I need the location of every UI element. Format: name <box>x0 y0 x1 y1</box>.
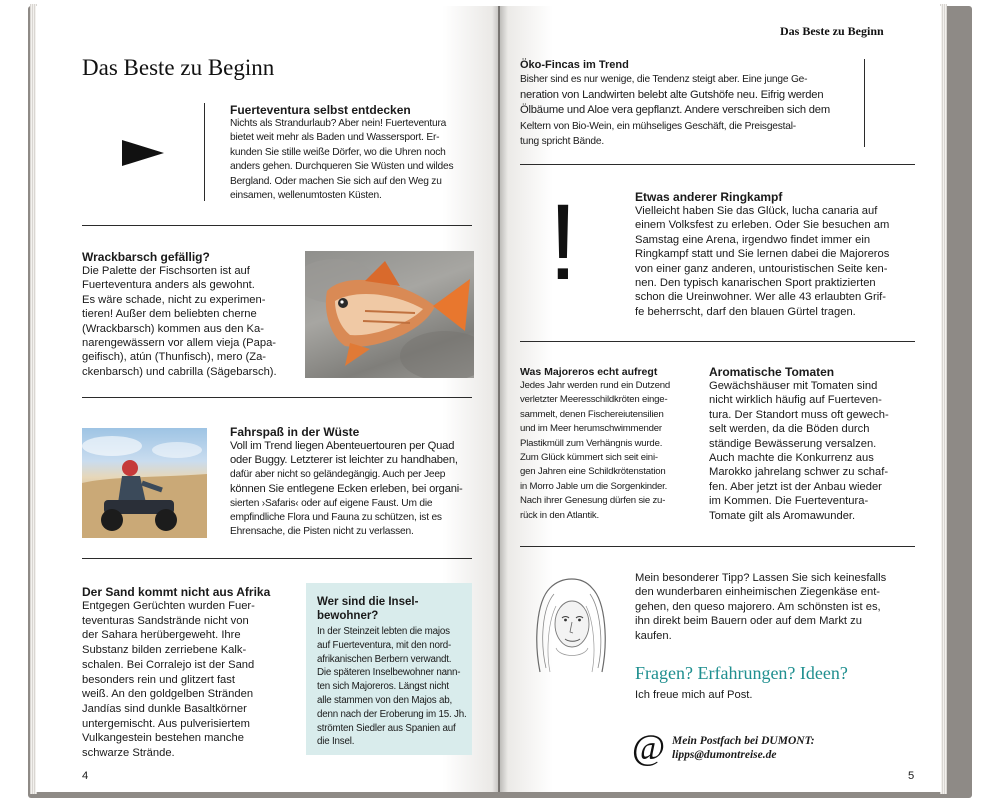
section-sand <box>82 585 294 761</box>
page-stack-right <box>940 4 947 794</box>
section-body: Gewächshäuser mit Tomaten sind nicht wirklich häufig auf Fuerteven- tura. Der Standort muss oft gewech- selt werden, da die Böden durch ständige Bewässerung versalzen. Auch machte die Konkurrenz aus Marokko jahrelang schwer zu schaf- fen. Aber jetzt ist der Anbau wieder im Kommen. Die Fuerteventura- Tomate gilt als Aromawunder. <box>709 380 889 522</box>
postbox-label: Mein Postfach bei DUMONT: <box>672 735 815 747</box>
section-heading: Der Sand kommt nicht aus Afrika <box>82 585 271 599</box>
section-wrackbarsch <box>82 250 300 379</box>
divider <box>82 225 472 226</box>
fish-photo <box>305 251 474 378</box>
section-body: Die Palette der Fischsorten ist auf Fuerteventura anders als gewohnt. Es wäre schade, nicht zu experimen- tieren! Außer dem beliebten cherne (Wrackbarsch) kommen aus den Ka- narengewässern vor allem vieja (Papa- geifisch), atún (Thunfisch), mero (Za- ckenbarsch) und cabrilla (Sägebarsch). <box>82 265 277 378</box>
section-body: Bisher sind es nur wenige, die Tendenz steigt aber. Eine junge Ge- neration von Landwirten belebt alte Gutshöfe neu. Eifrig werden Ölbäume und Aloe vera gepflanzt. Andere verschreiben sich dem Keltern von Bio-Wein, ein mühseliges Geschäft, die Preisgestal- tung spricht Bände. <box>520 74 830 148</box>
section-body: Voll im Trend liegen Abenteuertouren per Quad oder Buggy. Letzterer ist leichter zu handhaben, dafür aber nicht so geländegängig. Auch per Jeep können Sie entlegene Ecken erleben, bei organi- sierten ›Safaris‹ oder auf eigene Faust. Um die empfindliche Flora und Fauna zu schützen, ist es Ehrensache, die Pisten nicht zu verlassen. <box>230 440 463 538</box>
quad-rider-illustration <box>82 428 207 538</box>
divider <box>520 546 915 547</box>
page-title: Das Beste zu Beginn <box>82 55 275 80</box>
postbox-block[interactable] <box>672 734 912 762</box>
section-heading: Was Majoreros echt aufregt <box>520 366 658 378</box>
info-box-heading: Wer sind die Insel- bewohner? <box>317 596 419 622</box>
section-heading: Wrackbarsch gefällig? <box>82 250 210 264</box>
section-heading: Etwas anderer Ringkampf <box>635 190 783 204</box>
desert-quad-photo <box>82 428 207 538</box>
at-symbol-icon: @ <box>632 727 666 767</box>
questions-headline: Fragen? Erfahrungen? Ideen? <box>635 663 848 683</box>
section-tomaten <box>709 365 919 523</box>
page-number-left: 4 <box>82 770 89 782</box>
divider <box>82 558 472 559</box>
section-body: Nichts als Strandurlaub? Aber nein! Fuerteventura bietet weit mehr als Baden und Wassersport. Er- kunden Sie stille weiße Dörfer, wo die Uhren noch anders gehen. Durchqueren Sie Wüsten und wildes Bergland. Oder machen Sie sich auf den Weg zu einsamen, wellenumtosten Küsten. <box>230 118 454 202</box>
running-header: Das Beste zu Beginn <box>780 24 884 38</box>
email-link[interactable]: lipps@dumontreise.de <box>672 749 777 761</box>
author-portrait-sketch <box>520 572 620 676</box>
section-body: Entgegen Gerüchten wurden Fuer- teventuras Sandstrände nicht von der Sahara herübergeweht. Ihre Substanz bilden zerriebene Kalk- schalen. Bei Corralejo ist der Sand besonders rein und glitzert fast weiß. An den goldgelben Stränden Jandías sind dunkle Basaltkörner untergemischt. Aus pulverisiertem Vulkangestein bestehen manche schwarze Strände. <box>82 600 255 760</box>
section-oeko-fincas <box>520 58 860 150</box>
fish-illustration <box>305 251 474 378</box>
arrow-right-icon <box>120 138 166 168</box>
divider <box>520 164 915 165</box>
vertical-divider <box>204 103 205 201</box>
section-body: Jedes Jahr werden rund ein Dutzend verletzter Meeresschildkröten einge- sammelt, denen Fischereiutensilien und im Meer herumschwimmender Plastikmüll zum Verhängnis wurde. Zum Glück kümmert sich seit eini- gen Jahren eine Schildkrötenstation in Morro Jable um die Sorgenkinder. Nach ihrer Genesung dürfen sie zu- rück in den Atlantik. <box>520 380 670 521</box>
info-box-inselbewohner <box>306 583 472 755</box>
page-number-right: 5 <box>908 770 915 782</box>
section-fahrspass <box>230 425 480 540</box>
section-heading: Fuerteventura selbst entdecken <box>230 103 411 117</box>
tip-block <box>635 571 925 643</box>
section-heading: Öko-Fincas im Trend <box>520 59 629 71</box>
post-invite: Ich freue mich auf Post. <box>635 689 753 701</box>
section-body: Vielleicht haben Sie das Glück, lucha canaria auf einem Volksfest zu erleben. Oder Sie besuchen am Samstag eine Arena, irgendwo findet immer ein Ringkampf statt und Sie lernen dabei die Majoreros von einer ganz anderen, untouristischen Seite ken- nen. Den typisch kanarischen Sport praktizierten schon die Ureinwohner. Wer alle 43 erlaubten Grif- fe beherrscht, darf den blauen Gürtel tragen. <box>635 205 890 318</box>
divider <box>82 397 472 398</box>
book-gutter-shadow <box>492 6 508 792</box>
vertical-divider <box>864 59 865 147</box>
section-fuerteventura <box>230 103 480 203</box>
info-box-body: In der Steinzeit lebten die majos auf Fuerteventura, mit den nord- afrikanischen Berbern verwandt. Die späteren Inselbewohner nann- ten sich Majoreros. Längst nicht alle stammen von den Majos ab, denn nach der Eroberung im 15. Jh. strömten Siedler aus Spanien auf die Insel. <box>317 626 467 748</box>
tip-text: Mein besonderer Tipp? Lassen Sie sich keinesfalls den wunderbaren einheimischen Ziegenkäse ent- gehen, den queso majorero. Am schönsten ist es, ihn direkt beim Bauern oder auf dem Markt zu kaufen. <box>635 572 887 642</box>
divider <box>520 341 915 342</box>
section-heading: Aromatische Tomaten <box>709 365 835 379</box>
section-ringkampf <box>635 190 920 319</box>
section-heading: Fahrspaß in der Wüste <box>230 425 360 439</box>
section-majoreros <box>520 365 695 523</box>
exclamation-mark: ! <box>548 181 579 302</box>
